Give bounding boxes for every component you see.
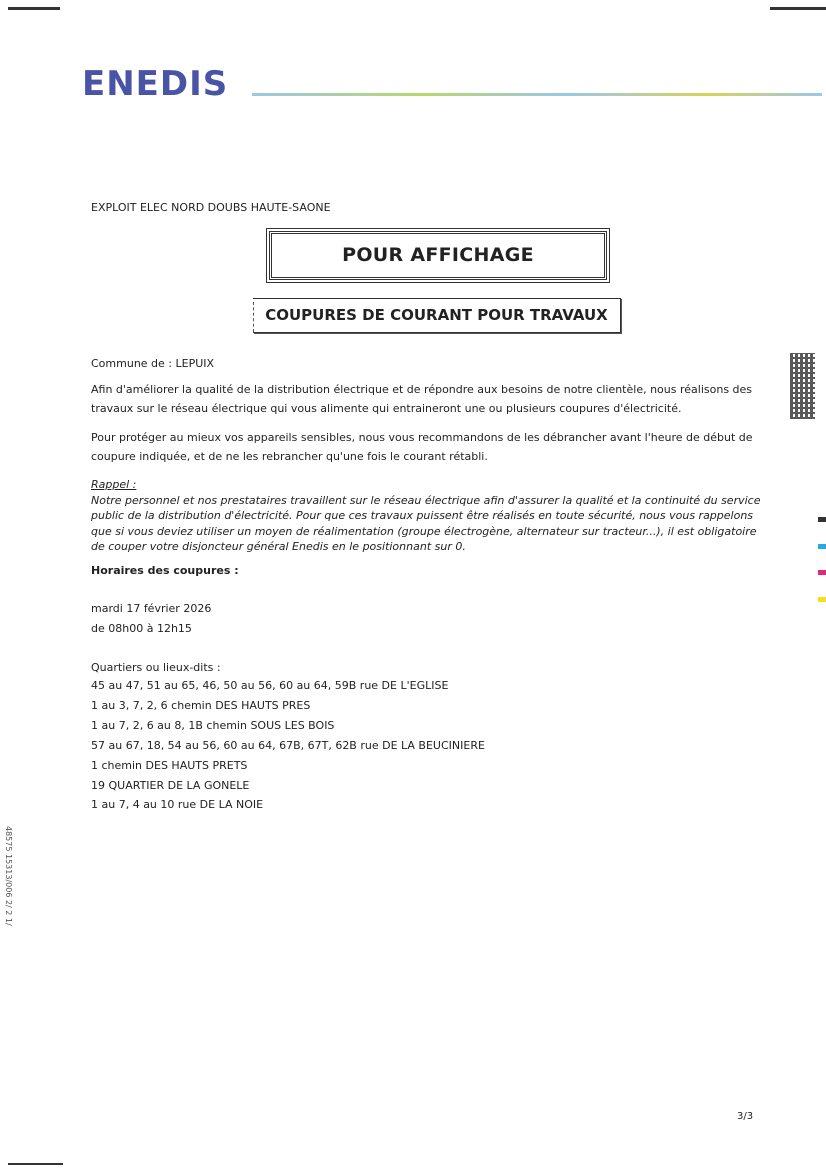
enedis-logo-icon (82, 64, 242, 104)
quartier-list (91, 676, 485, 815)
list-item: 1 au 7, 2, 6 au 8, 1B chemin SOUS LES BOIS (91, 718, 335, 732)
margin-code-text: 48575 15313/006 2/ 2 1/ (4, 826, 13, 926)
datamatrix-code (790, 353, 815, 419)
list-item: 1 au 7, 4 au 10 rue DE LA NOIE (91, 798, 264, 812)
print-mark-cyan (818, 544, 826, 549)
list-item: 1 au 3, 7, 2, 6 chemin DES HAUTS PRES (91, 698, 311, 712)
crop-mark (770, 7, 826, 10)
coupure-hours: de 08h00 à 12h15 (91, 622, 192, 635)
rappel-text: Notre personnel et nos prestataires travaillent sur le réseau électrique afin d'assurer la qualité et la continuité du service public de la distribution d'électricité. Pour que ces travaux puissent être réalisés en toute sécurité, nous vous rappelons que si vous deviez utiliser un moyen de réalimentation (groupe électrogène, alternateur sur tracteur...), il est obligatoire de couper votre disjoncteur général Enedis en le positionnant sur 0. (91, 493, 761, 553)
list-item: 57 au 67, 18, 54 au 56, 60 au 64, 67B, 67T, 62B rue DE LA BEUCINIERE (91, 738, 485, 752)
affichage-box (269, 231, 607, 280)
advice-paragraph: Pour protéger au mieux vos appareils sensibles, nous vous recommandons de les débrancher avant l'heure de début de coupure indiquée, et de ne les rebrancher qu'une fois le courant rétabli. (91, 431, 753, 463)
coupures-title: COUPURES DE COURANT POUR TRAVAUX (265, 306, 608, 324)
horaires-title: Horaires des coupures : (91, 564, 239, 577)
print-mark-magenta (818, 570, 826, 575)
print-mark-black (818, 517, 826, 522)
margin-code (2, 826, 16, 961)
page-number: 3/3 (737, 1111, 754, 1122)
affichage-title: POUR AFFICHAGE (342, 244, 534, 266)
list-item: 45 au 47, 51 au 65, 46, 50 au 56, 60 au 64, 59B rue DE L'EGLISE (91, 679, 449, 692)
rappel-label: Rappel : (91, 478, 137, 491)
list-item: 1 chemin DES HAUTS PRETS (91, 758, 248, 772)
enedis-logo (82, 64, 242, 113)
crop-mark (8, 1163, 63, 1165)
commune: Commune de : LEPUIX (91, 357, 215, 370)
brand-line (252, 93, 822, 96)
coupures-box (253, 298, 621, 333)
coupure-date: mardi 17 février 2026 (91, 602, 212, 615)
service-name: EXPLOIT ELEC NORD DOUBS HAUTE-SAONE (91, 201, 331, 214)
crop-mark (8, 7, 60, 10)
rappel-block (91, 477, 771, 555)
list-item: 19 QUARTIER DE LA GONELE (91, 778, 250, 792)
quartiers-title: Quartiers ou lieux-dits : (91, 661, 221, 674)
print-mark-yellow (818, 597, 826, 602)
intro-paragraph: Afin d'améliorer la qualité de la distribution électrique et de répondre aux besoins de notre clientèle, nous réalisons des travaux sur le réseau électrique qui vous alimente qui entraineront une ou plusieurs coupures d'électricité. (91, 383, 753, 415)
logo-text: ENEDIS (82, 64, 229, 104)
